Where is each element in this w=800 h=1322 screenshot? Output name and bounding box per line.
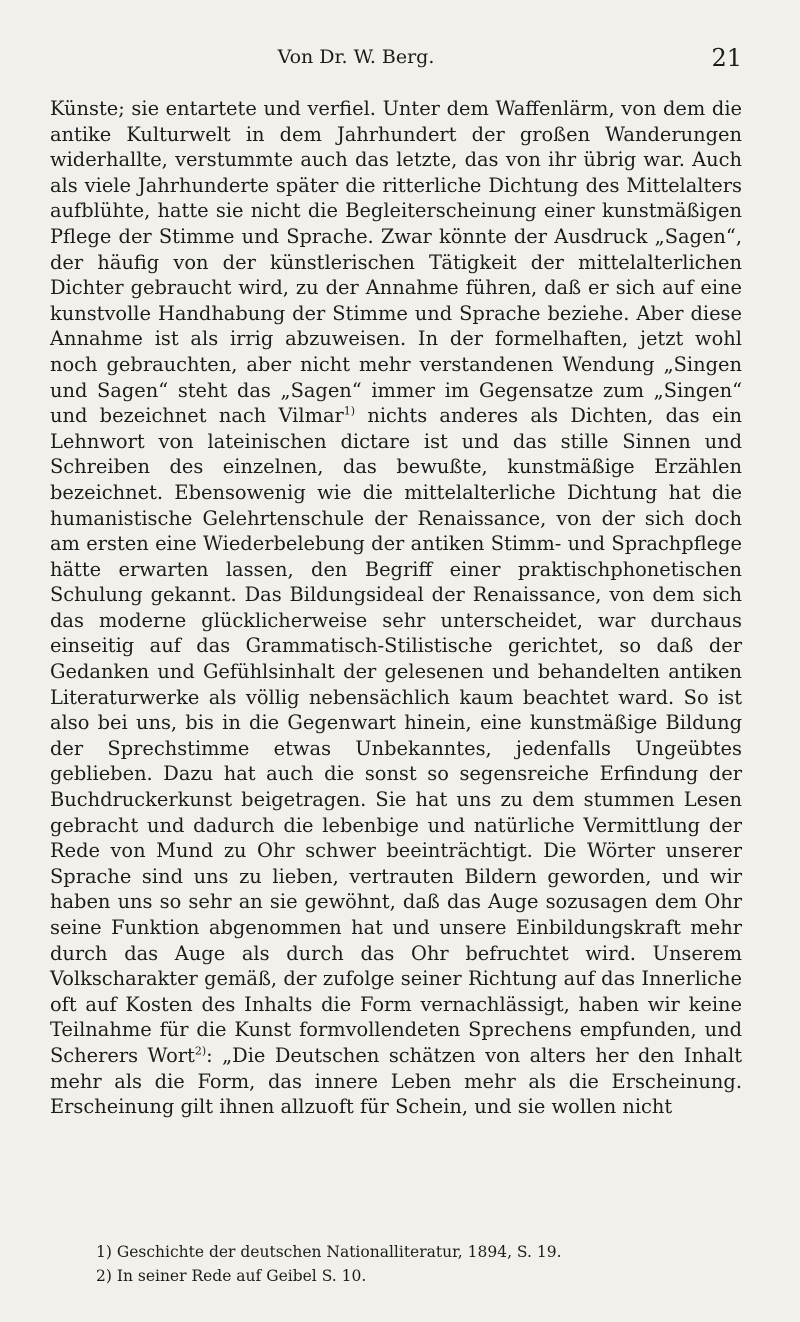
running-head [50, 44, 742, 84]
paragraph [50, 96, 742, 1120]
footnote-2: 2) In seiner Rede auf Geibel S. 10. [96, 1267, 367, 1285]
footnote-ref-1: 1) [343, 404, 356, 418]
footnotes [96, 1240, 742, 1288]
text-segment: nichts anderes als Dichten, das ein Lehnwort von lateinischen dictare ist und das stille Sinnen und Schreiben des einzelnen, das bewußte, kunstmäßige Erzählen bezeichnet. Ebensowenig wie die mittelalterliche Dichtung hat die humanistische Gelehrtenschule der Renaissance, von der sich doch am ersten eine Wiederbelebung der antiken Stimm- und Sprachpflege hätte erwarten lassen, den Begriff einer praktischphonetischen Schulung gekannt. Das Bildungsideal der Renaissance, von dem sich das moderne glücklicherweise sehr unterscheidet, war durchaus einseitig auf das Grammatisch-Stilistische gerichtet, so daß der Gedanken und Gefühlsinhalt der gelesenen und behandelten antiken Literaturwerke als völlig nebensächlich kaum beachtet ward. So ist also bei uns, bis in die Gegenwart hinein, eine kunstmäßige Bildung der Sprechstimme etwas Unbekanntes, jedenfalls Ungeübtes geblieben. Dazu hat auch die sonst so segensreiche Erfindung der Buchdruckerkunst beigetragen. Sie hat uns zu dem stummen Lesen gebracht und dadurch die lebenbige und natürliche Vermittlung der Rede von Mund zu Ohr schwer beeinträchtigt. Die Wörter unserer Sprache sind uns zu lieben, vertrauten Bildern geworden, und wir haben uns so sehr an sie gewöhnt, daß das Auge sozusagen dem Ohr seine Funktion abgenommen hat und unsere Einbildungskraft mehr durch das Auge als durch das Ohr befruchtet wird. Unserem Volkscharakter gemäß, der zufolge seiner Richtung auf das Innerliche oft auf Kosten des Inhalts die Form vernachlässigt, haben wir keine Teilnahme für die Kunst formvollendeten Sprechens empfunden, und Scherers Wort [50, 404, 742, 1067]
page-number: 21 [711, 44, 742, 72]
footnote-ref-2: 2) [194, 1044, 207, 1058]
running-title: Von Dr. W. Berg. [277, 46, 435, 68]
text-segment: Künste; sie entartete und verfiel. Unter dem Waffenlärm, von dem die antike Kulturwelt in dem Jahrhundert der großen Wanderungen widerhallte, verstummte auch das letzte, das von ihr übrig war. Auch als viele Jahrhunderte später die ritterliche Dichtung des Mittelalters aufblühte, hatte sie nicht die Begleiterscheinung einer kunstmäßigen Pflege der Stimme und Sprache. Zwar könnte der Ausdruck „Sagen“, der häufig von der künstlerischen Tätigkeit der mittelalterlichen Dichter gebraucht wird, zu der Annahme führen, daß er sich auf eine kunstvolle Handhabung der Stimme und Sprache beziehe. Aber diese Annahme ist als irrig abzuweisen. In der formelhaften, jetzt wohl noch gebrauchten, aber nicht mehr verstandenen Wendung „Singen und Sagen“ steht das „Sagen“ immer im Gegensatze zum „Singen“ und bezeichnet nach Vilmar [50, 97, 742, 428]
body-text [50, 96, 742, 1120]
text-segment: : „Die Deutschen schätzen von alters her den Inhalt mehr als die Form, das innere Leben mehr als die Erscheinung. Erscheinung gilt ihnen allzuoft für Schein, und sie wollen nicht [50, 1043, 742, 1119]
footnote-1: 1) Geschichte der deutschen Nationalliteratur, 1894, S. 19. [96, 1243, 562, 1261]
